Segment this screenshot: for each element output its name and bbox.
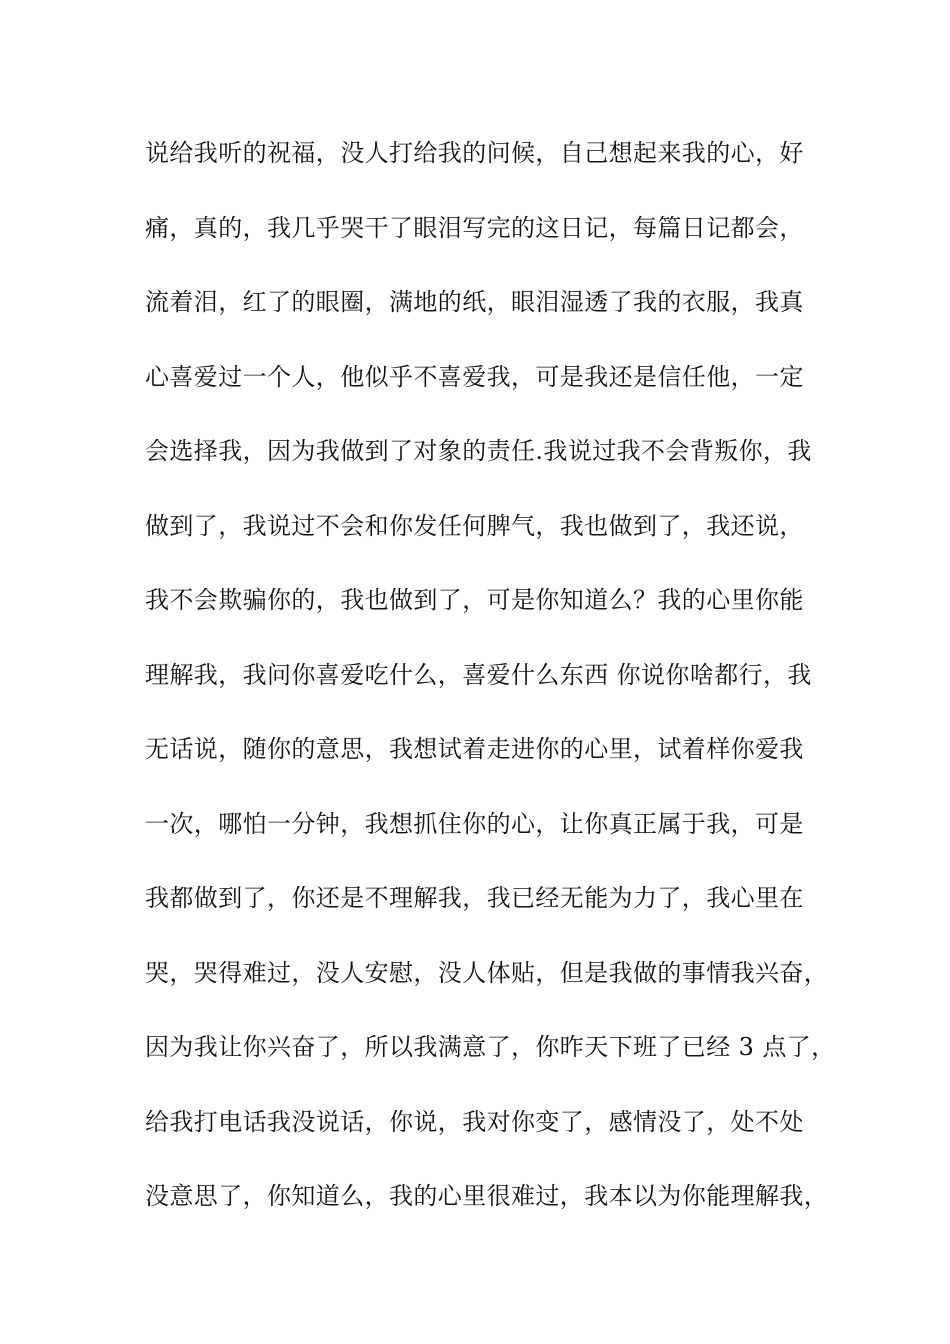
text-line: 一次，哪怕一分钟，我想抓住你的心，让你真正属于我，可是 [145, 809, 804, 838]
text-line: 痛，真的，我几乎哭干了眼泪写完的这日记，每篇日记都会， [145, 213, 804, 242]
text-line: 哭，哭得难过，没人安慰，没人体贴，但是我做的事情我兴奋， [145, 958, 829, 987]
text-line: 无话说，随你的意思，我想试着走进你的心里，试着样你爱我 [145, 735, 804, 763]
text-line: 说给我听的祝福，没人打给我的问候，自己想起来我的心，好 [145, 139, 804, 167]
text-line: 我都做到了，你还是不理解我，我已经无能为力了，我心里在 [145, 884, 804, 912]
text-line: 会选择我，因为我做到了对象的责任.我说过我不会背叛你，我 [145, 437, 812, 465]
text-line: 没意思了，你知道么，我的心里很难过，我本以为你能理解我， [145, 1182, 829, 1210]
text-line: 心喜爱过一个人，他似乎不喜爱我，可是我还是信任他，一定 [145, 362, 804, 391]
text-line: 做到了，我说过不会和你发任何脾气，我也做到了，我还说， [145, 511, 804, 540]
text-line: 理解我，我问你喜爱吃什么，喜爱什么东西 你说你啥都行，我 [145, 660, 812, 689]
text-line: 我不会欺骗你的，我也做到了，可是你知道么？我的心里你能 [145, 586, 804, 614]
text-line: 因为我让你兴奋了，所以我满意了，你昨天下班了已经 3 点了， [145, 1033, 836, 1061]
body-text [145, 133, 835, 1251]
text-line: 给我打电话我没说话，你说，我对你变了，感情没了，处不处 [145, 1107, 804, 1136]
text-line: 流着泪，红了的眼圈，满地的纸，眼泪湿透了我的衣服，我真 [145, 288, 804, 316]
